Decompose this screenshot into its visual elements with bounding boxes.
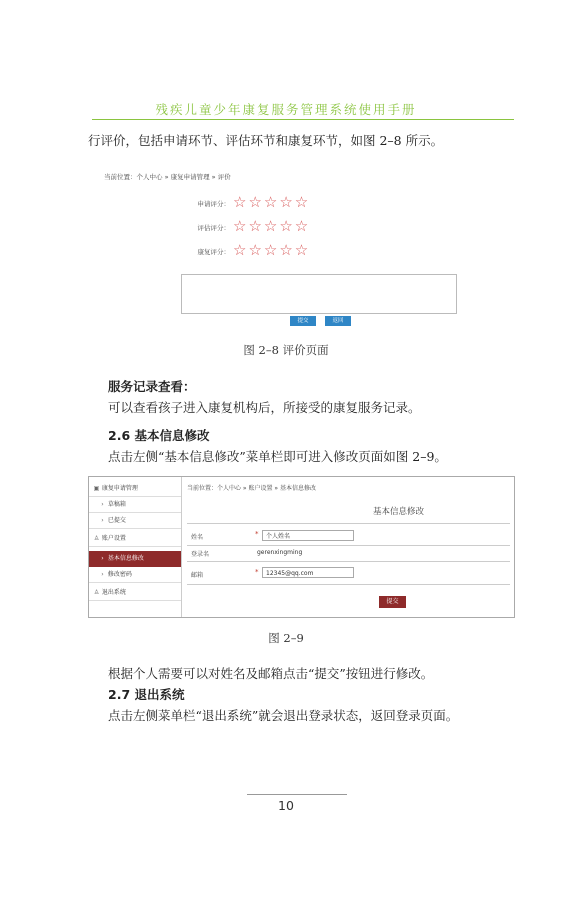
sidebar-item-label: 修改密码 bbox=[107, 571, 132, 578]
sidebar-item-account-settings[interactable] bbox=[89, 531, 181, 547]
chevron-right-icon: › bbox=[101, 517, 104, 524]
section-2-7-text: 点击左侧菜单栏“退出系统”就会退出登录状态，返回登录页面。 bbox=[108, 708, 459, 723]
login-name-label: 登录名 bbox=[191, 551, 210, 558]
section-2-6-text: 点击左侧“基本信息修改”菜单栏即可进入修改页面如图 2–9。 bbox=[108, 449, 447, 464]
service-records-text: 可以查看孩子进入康复机构后，所接受的康复服务记录。 bbox=[108, 400, 421, 415]
sidebar-item-submitted[interactable] bbox=[89, 513, 181, 529]
rating-label-assess: 评估评分： bbox=[197, 224, 230, 232]
name-input[interactable]: 个人姓名 bbox=[262, 530, 354, 541]
rating-label-apply: 申请评分： bbox=[197, 200, 230, 208]
figure-2-8-caption: 图 2–8 评价页面 bbox=[243, 343, 329, 357]
sidebar-item-label: 康复申请管理 bbox=[101, 485, 138, 492]
sidebar-item-basic-info[interactable] bbox=[89, 551, 181, 567]
sidebar-item-rehab-apply[interactable] bbox=[89, 481, 181, 497]
submit-button[interactable]: 提交 bbox=[379, 596, 406, 608]
required-mark: * bbox=[255, 530, 259, 538]
chevron-right-icon: › bbox=[101, 555, 104, 562]
manual-title: 残疾儿童少年康复服务管理系统使用手册 bbox=[155, 102, 417, 117]
sidebar-item-label: 基本信息修改 bbox=[107, 555, 144, 562]
name-label: 姓名 bbox=[191, 534, 204, 541]
back-button[interactable]: 返回 bbox=[325, 316, 351, 326]
chevron-right-icon: › bbox=[101, 571, 104, 578]
rating-stars-rehab[interactable]: ☆☆☆☆☆ bbox=[233, 241, 311, 259]
page-number: 10 bbox=[278, 798, 294, 813]
section-2-6-heading: 2.6 基本信息修改 bbox=[108, 428, 210, 443]
user-icon: ♙ bbox=[93, 535, 100, 542]
required-mark: * bbox=[255, 568, 259, 576]
footer-divider bbox=[247, 794, 347, 795]
submit-button[interactable]: 提交 bbox=[290, 316, 316, 326]
chevron-right-icon: › bbox=[101, 501, 104, 508]
row-divider bbox=[187, 584, 510, 585]
sidebar-item-label: 已提交 bbox=[107, 517, 126, 524]
rating-stars-assess[interactable]: ☆☆☆☆☆ bbox=[233, 217, 311, 235]
service-records-heading: 服务记录查看： bbox=[108, 379, 196, 394]
sidebar-item-label: 账户设置 bbox=[101, 535, 126, 542]
email-input[interactable]: 12345@qq.com bbox=[262, 567, 354, 578]
login-name-value: gerenxingming bbox=[257, 549, 303, 556]
rating-label-rehab: 康复评分： bbox=[197, 248, 230, 256]
email-label: 邮箱 bbox=[191, 572, 204, 579]
row-divider bbox=[187, 561, 510, 562]
row-divider bbox=[187, 523, 510, 524]
document-icon: ▣ bbox=[93, 485, 100, 492]
row-divider bbox=[187, 545, 510, 546]
sidebar-item-logout[interactable] bbox=[89, 585, 181, 601]
after-figure-text: 根据个人需要可以对姓名及邮箱点击“提交”按钮进行修改。 bbox=[108, 666, 434, 681]
header-divider bbox=[92, 119, 514, 120]
user-icon: ♙ bbox=[93, 589, 100, 596]
breadcrumb: 当前位置：个人中心 » 账户设置 » 基本信息修改 bbox=[187, 485, 316, 492]
intro-paragraph: 行评价，包括申请环节、评估环节和康复环节，如图 2–8 所示。 bbox=[88, 133, 444, 148]
sidebar-item-label: 退出系统 bbox=[101, 589, 126, 596]
figure-2-9 bbox=[88, 476, 515, 618]
breadcrumb: 当前位置：个人中心 » 康复申请管理 » 评价 bbox=[104, 173, 231, 181]
section-2-7-heading: 2.7 退出系统 bbox=[108, 687, 185, 702]
form-title: 基本信息修改 bbox=[373, 507, 425, 517]
comment-textarea[interactable] bbox=[181, 274, 457, 314]
sidebar-item-drafts[interactable] bbox=[89, 497, 181, 513]
sidebar-item-label: 草稿箱 bbox=[107, 501, 126, 508]
figure-2-9-caption: 图 2–9 bbox=[268, 631, 304, 645]
sidebar-menu bbox=[89, 477, 182, 617]
sidebar-item-change-password[interactable] bbox=[89, 567, 181, 583]
rating-stars-apply[interactable]: ☆☆☆☆☆ bbox=[233, 193, 311, 211]
